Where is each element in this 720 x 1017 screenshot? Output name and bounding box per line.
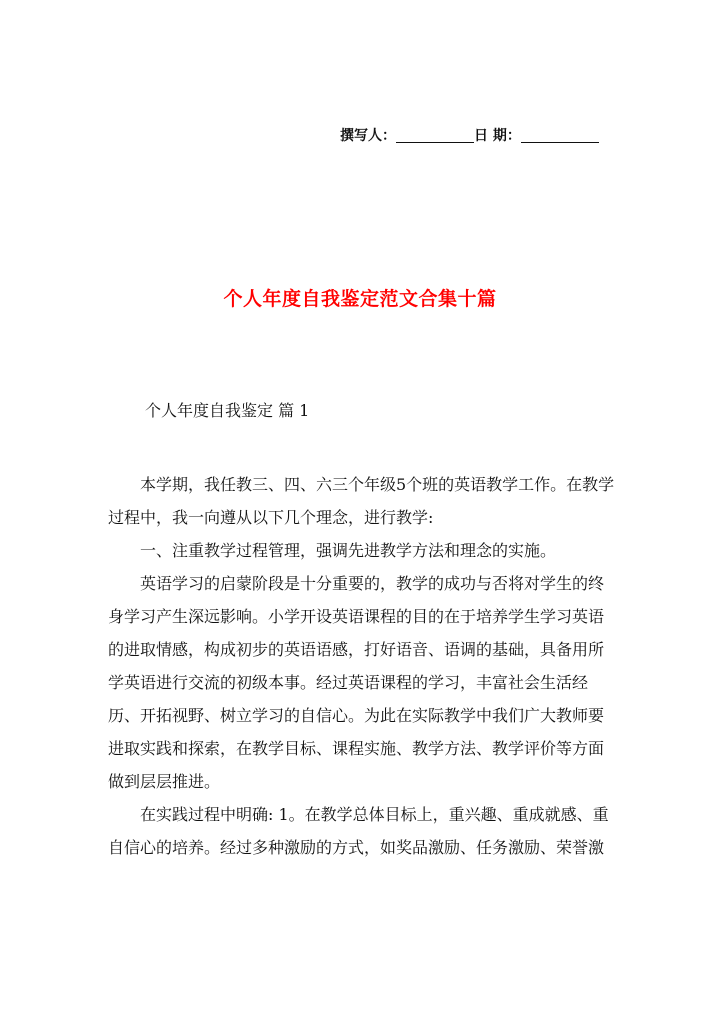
date-blank [521,128,599,143]
paragraph-2: 一、注重教学过程管理，强调先进教学方法和理念的实施。 [140,541,557,560]
paragraph-4: 在实践过程中明确: 1。在教学总体目标上，重兴趣、重成就感、重自信心的培养。经过多种激励的方式，如奖品激励、任务激励、荣誉激 [108,805,609,857]
author-blank [396,128,474,143]
body-text [108,468,616,864]
author-date-line [340,125,620,145]
section-heading: 个人年度自我鉴定 篇 1 [145,401,310,420]
author-label: 撰写人： [340,128,396,144]
paragraph-3: 英语学习的启蒙阶段是十分重要的，教学的成功与否将对学生的终身学习产生深远影响。小学开设英语课程的目的在于培养学生学习英语的进取情感，构成初步的英语语感，打好语音、语调的基础，具备用所学英语进行交流的初级本事。经过英语课程的学习，丰富社会生活经历、开拓视野、树立学习的自信心。为此在实际教学中我们广大教师要进取实践和探索，在教学目标、课程实施、教学方法、教学评价等方面做到层层推进。 [108,574,605,791]
date-label: 日 期： [474,128,521,144]
paragraph-1: 本学期，我任教三、四、六三个年级5个班的英语教学工作。在教学过程中，我一向遵从以下几个理念，进行教学: [108,475,615,527]
document-title: 个人年度自我鉴定范文合集十篇 [223,288,497,310]
